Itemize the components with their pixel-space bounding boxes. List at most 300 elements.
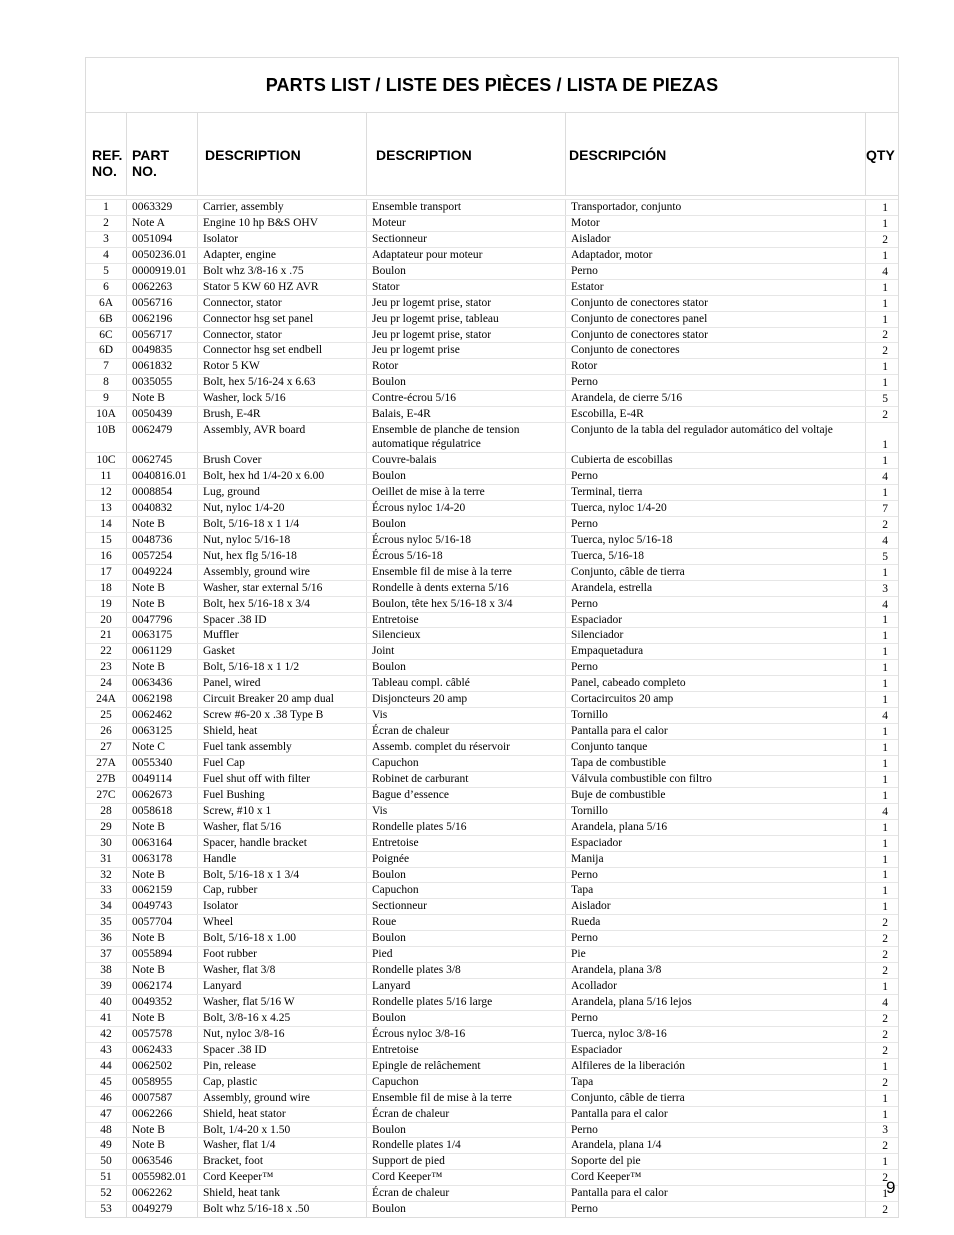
description-en-cell: Handle (198, 852, 367, 867)
description-es-cell: Rueda (566, 915, 866, 930)
description-es-cell: Tuerca, nyloc 3/8-16 (566, 1027, 866, 1042)
table-row (86, 247, 898, 263)
description-en-cell: Nut, hex flg 5/16-18 (198, 549, 367, 564)
qty-cell: 1 (882, 313, 888, 326)
description-en-cell: Bolt whz 5/16-18 x .50 (198, 1202, 367, 1217)
part-no-cell: Note B (127, 660, 198, 675)
description-fr-cell: Cord Keeper™ (367, 1170, 566, 1185)
part-no-cell: Note B (127, 1123, 198, 1138)
qty-cell: 1 (882, 646, 888, 659)
description-es-cell: Manija (566, 852, 866, 867)
part-no-cell: Note B (127, 597, 198, 612)
description-es-cell: Tapa (566, 883, 866, 898)
qty-cell: 1 (882, 678, 888, 691)
ref-cell: 5 (86, 264, 127, 279)
description-es-cell: Tapa de combustible (566, 756, 866, 771)
description-fr-cell: Entretoise (367, 613, 566, 628)
description-es-cell: Perno (566, 1123, 866, 1138)
table-row (86, 1090, 898, 1106)
description-fr-cell: Boulon (367, 1123, 566, 1138)
qty-cell: 1 (882, 789, 888, 802)
part-no-cell: 0007587 (127, 1091, 198, 1106)
ref-cell: 39 (86, 979, 127, 994)
description-en-cell: Washer, flat 1/4 (198, 1138, 367, 1153)
ref-cell: 3 (86, 232, 127, 247)
description-fr-cell: Support de pied (367, 1154, 566, 1169)
description-fr-cell: Vis (367, 804, 566, 819)
part-no-cell: 0047796 (127, 613, 198, 628)
ref-cell: 6B (86, 312, 127, 327)
description-es-cell: Conjunto de conectores (566, 343, 866, 358)
qty-cell: 1 (882, 1060, 888, 1073)
table-row (86, 263, 898, 279)
table-row (86, 659, 898, 675)
qty-cell: 1 (882, 694, 888, 707)
table-row (86, 1106, 898, 1122)
qty-cell: 3 (882, 582, 888, 595)
part-no-cell: 0035055 (127, 375, 198, 390)
description-es-cell: Arandela, plana 5/16 lejos (566, 995, 866, 1010)
table-row (86, 1201, 898, 1217)
header-description-en: DESCRIPTION (198, 113, 367, 195)
table-row (86, 422, 898, 452)
part-no-cell: 0063175 (127, 628, 198, 643)
ref-cell: 50 (86, 1154, 127, 1169)
description-en-cell: Washer, lock 5/16 (198, 391, 367, 406)
part-no-cell: 0062502 (127, 1059, 198, 1074)
table-row (86, 612, 898, 628)
description-es-cell: Conjunto tanque (566, 740, 866, 755)
table-row (86, 295, 898, 311)
ref-cell: 6 (86, 280, 127, 295)
description-fr-cell: Boulon (367, 375, 566, 390)
part-no-cell: Note B (127, 391, 198, 406)
description-fr-cell: Boulon (367, 517, 566, 532)
description-es-cell: Arandela, de cierre 5/16 (566, 391, 866, 406)
table-body (86, 199, 898, 1217)
description-en-cell: Lug, ground (198, 485, 367, 500)
table-row (86, 500, 898, 516)
qty-cell: 2 (882, 917, 888, 930)
part-no-cell: Note B (127, 931, 198, 946)
qty-cell: 1 (882, 981, 888, 993)
description-en-cell: Rotor 5 KW (198, 359, 367, 374)
description-es-cell: Tuerca, 5/16-18 (566, 549, 866, 564)
description-es-cell: Perno (566, 469, 866, 484)
ref-cell: 33 (86, 883, 127, 898)
ref-cell: 36 (86, 931, 127, 946)
ref-cell: 27A (86, 756, 127, 771)
description-es-cell: Panel, cabeado completo (566, 676, 866, 691)
description-en-cell: Carrier, assembly (198, 200, 367, 215)
description-en-cell: Isolator (198, 232, 367, 247)
ref-cell: 16 (86, 549, 127, 564)
table-row (86, 707, 898, 723)
qty-cell: 2 (882, 949, 888, 962)
qty-cell: 1 (882, 281, 888, 294)
header-ref-line2: NO. (92, 163, 117, 179)
qty-cell: 4 (882, 534, 888, 547)
page-title: PARTS LIST / LISTE DES PIÈCES / LISTA DE PIEZAS (265, 74, 719, 95)
description-en-cell: Spacer .38 ID (198, 1043, 367, 1058)
part-no-cell: 0049352 (127, 995, 198, 1010)
description-en-cell: Fuel Cap (198, 756, 367, 771)
qty-cell: 2 (882, 409, 888, 422)
description-en-cell: Washer, star external 5/16 (198, 581, 367, 596)
qty-cell: 2 (882, 1012, 888, 1025)
description-fr-cell: Contre-écrou 5/16 (367, 391, 566, 406)
description-en-cell: Shield, heat (198, 724, 367, 739)
ref-cell: 32 (86, 868, 127, 883)
description-fr-cell: Assemb. complet du réservoir (367, 740, 566, 755)
part-no-cell: Note C (127, 740, 198, 755)
qty-cell: 5 (882, 550, 888, 563)
ref-cell: 22 (86, 644, 127, 659)
description-en-cell: Washer, flat 5/16 W (198, 995, 367, 1010)
description-es-cell: Perno (566, 868, 866, 883)
description-en-cell: Connector hsg set endbell (198, 343, 367, 358)
description-fr-cell: Boulon (367, 469, 566, 484)
part-no-cell: 0000919.01 (127, 264, 198, 279)
part-no-cell: 0008854 (127, 485, 198, 500)
description-en-cell: Washer, flat 5/16 (198, 820, 367, 835)
table-row (86, 1169, 898, 1185)
part-no-cell: 0062673 (127, 788, 198, 803)
page-number: 9 (886, 1178, 896, 1197)
description-en-cell: Bracket, foot (198, 1154, 367, 1169)
qty-cell: 1 (882, 741, 888, 754)
qty-cell: 1 (882, 662, 888, 675)
part-no-cell: 0050236.01 (127, 248, 198, 263)
table-row (86, 755, 898, 771)
description-fr-cell: Capuchon (367, 756, 566, 771)
ref-cell: 49 (86, 1138, 127, 1153)
table-row (86, 390, 898, 406)
description-es-cell: Tuerca, nyloc 5/16-18 (566, 533, 866, 548)
description-en-cell: Circuit Breaker 20 amp dual (198, 692, 367, 707)
description-en-cell: Bolt, 1/4-20 x 1.50 (198, 1123, 367, 1138)
part-no-cell: Note B (127, 1138, 198, 1153)
qty-cell: 2 (882, 1076, 888, 1089)
part-no-cell: 0049835 (127, 343, 198, 358)
description-en-cell: Cap, rubber (198, 883, 367, 898)
qty-cell: 2 (882, 1172, 888, 1185)
ref-cell: 21 (86, 628, 127, 643)
ref-cell: 8 (86, 375, 127, 390)
ref-cell: 41 (86, 1011, 127, 1026)
description-en-cell: Adapter, engine (198, 248, 367, 263)
qty-cell: 2 (882, 518, 888, 531)
table-row (86, 452, 898, 468)
description-en-cell: Connector, stator (198, 328, 367, 343)
table-row (86, 787, 898, 803)
description-fr-cell: Sectionneur (367, 232, 566, 247)
description-es-cell: Pantalla para el calor (566, 1107, 866, 1122)
part-no-cell: 0061832 (127, 359, 198, 374)
qty-cell: 1 (882, 455, 888, 468)
description-en-cell: Shield, heat stator (198, 1107, 367, 1122)
description-fr-cell: Rondelle plates 1/4 (367, 1138, 566, 1153)
part-no-cell: 0063164 (127, 836, 198, 851)
description-fr-cell: Jeu pr logemt prise (367, 343, 566, 358)
description-es-cell: Perno (566, 597, 866, 612)
qty-cell: 3 (882, 1124, 888, 1137)
description-fr-cell: Écrous nyloc 1/4-20 (367, 501, 566, 516)
description-en-cell: Assembly, ground wire (198, 565, 367, 580)
part-no-cell: Note B (127, 517, 198, 532)
part-no-cell: 0040832 (127, 501, 198, 516)
description-en-cell: Pin, release (198, 1059, 367, 1074)
description-fr-cell: Rondelle plates 5/16 large (367, 995, 566, 1010)
description-fr-cell: Entretoise (367, 836, 566, 851)
ref-cell: 24 (86, 676, 127, 691)
header-part-no (127, 113, 198, 195)
table-row (86, 946, 898, 962)
description-en-cell: Assembly, ground wire (198, 1091, 367, 1106)
part-no-cell: 0049743 (127, 899, 198, 914)
description-fr-cell: Boulon (367, 931, 566, 946)
description-fr-cell: Epingle de relâchement (367, 1059, 566, 1074)
description-en-cell: Muffler (198, 628, 367, 643)
table-row (86, 199, 898, 215)
description-fr-cell: Rotor (367, 359, 566, 374)
description-en-cell: Nut, nyloc 5/16-18 (198, 533, 367, 548)
description-es-cell: Espaciador (566, 1043, 866, 1058)
description-fr-cell: Écrous 5/16-18 (367, 549, 566, 564)
description-fr-cell: Silencieux (367, 628, 566, 643)
description-es-cell: Perno (566, 517, 866, 532)
description-es-cell: Arandela, plana 1/4 (566, 1138, 866, 1153)
description-en-cell: Isolator (198, 899, 367, 914)
description-en-cell: Spacer .38 ID (198, 613, 367, 628)
table-row (86, 1122, 898, 1138)
description-es-cell: Perno (566, 931, 866, 946)
description-en-cell: Engine 10 hp B&S OHV (198, 216, 367, 231)
ref-cell: 23 (86, 660, 127, 675)
description-fr-cell: Disjoncteurs 20 amp (367, 692, 566, 707)
part-no-cell: 0049279 (127, 1202, 198, 1217)
ref-cell: 35 (86, 915, 127, 930)
ref-cell: 46 (86, 1091, 127, 1106)
ref-cell: 24A (86, 692, 127, 707)
description-es-cell: Estator (566, 280, 866, 295)
ref-cell: 44 (86, 1059, 127, 1074)
description-es-cell: Pantalla para el calor (566, 1186, 866, 1201)
ref-cell: 10A (86, 407, 127, 422)
part-no-cell: Note B (127, 820, 198, 835)
table-row (86, 962, 898, 978)
ref-cell: 9 (86, 391, 127, 406)
ref-cell: 13 (86, 501, 127, 516)
description-en-cell: Foot rubber (198, 947, 367, 962)
table-row (86, 739, 898, 755)
header-row (86, 113, 898, 196)
table-row (86, 311, 898, 327)
part-no-cell: 0063125 (127, 724, 198, 739)
description-fr-cell: Oeillet de mise à la terre (367, 485, 566, 500)
ref-cell: 15 (86, 533, 127, 548)
ref-cell: 19 (86, 597, 127, 612)
description-en-cell: Bolt, hex 5/16-18 x 3/4 (198, 597, 367, 612)
table-row (86, 327, 898, 343)
part-no-cell: 0063546 (127, 1154, 198, 1169)
qty-cell: 7 (882, 502, 888, 515)
description-es-cell: Buje de combustible (566, 788, 866, 803)
description-fr-cell: Écran de chaleur (367, 1186, 566, 1201)
table-row (86, 1026, 898, 1042)
part-no-cell: 0062159 (127, 883, 198, 898)
table-row (86, 484, 898, 500)
ref-cell: 1 (86, 200, 127, 215)
description-es-cell: Tornillo (566, 804, 866, 819)
table-row (86, 723, 898, 739)
description-fr-cell: Boulon (367, 1011, 566, 1026)
description-fr-cell: Rondelle plates 5/16 (367, 820, 566, 835)
description-en-cell: Lanyard (198, 979, 367, 994)
ref-cell: 6A (86, 296, 127, 311)
description-en-cell: Fuel tank assembly (198, 740, 367, 755)
description-en-cell: Bolt, 5/16-18 x 1.00 (198, 931, 367, 946)
description-fr-cell: Adaptateur pour moteur (367, 248, 566, 263)
description-es-cell: Rotor (566, 359, 866, 374)
description-fr-cell: Stator (367, 280, 566, 295)
ref-cell: 27C (86, 788, 127, 803)
ref-cell: 14 (86, 517, 127, 532)
ref-cell: 7 (86, 359, 127, 374)
qty-cell: 4 (882, 805, 888, 818)
description-es-cell: Perno (566, 660, 866, 675)
table-row (86, 532, 898, 548)
description-es-cell: Pie (566, 947, 866, 962)
description-en-cell: Stator 5 KW 60 HZ AVR (198, 280, 367, 295)
description-fr-cell: Bague d’essence (367, 788, 566, 803)
table-row (86, 867, 898, 883)
description-fr-cell: Balais, E-4R (367, 407, 566, 422)
table-row (86, 675, 898, 691)
description-es-cell: Cortacircuitos 20 amp (566, 692, 866, 707)
description-es-cell: Arandela, plana 5/16 (566, 820, 866, 835)
description-fr-cell: Ensemble fil de mise à la terre (367, 1091, 566, 1106)
qty-cell: 4 (882, 598, 888, 611)
description-fr-cell: Écrous nyloc 3/8-16 (367, 1027, 566, 1042)
description-fr-cell: Boulon (367, 264, 566, 279)
table-row (86, 564, 898, 580)
qty-cell: 1 (882, 837, 888, 850)
description-es-cell: Conjunto de conectores stator (566, 296, 866, 311)
qty-cell: 2 (882, 345, 888, 358)
part-no-cell: 0057704 (127, 915, 198, 930)
description-es-cell: Arandela, plana 3/8 (566, 963, 866, 978)
description-fr-cell: Boulon (367, 868, 566, 883)
qty-cell: 1 (882, 249, 888, 262)
description-fr-cell: Tableau compl. câblé (367, 676, 566, 691)
part-no-cell: 0057578 (127, 1027, 198, 1042)
description-es-cell: Transportador, conjunto (566, 200, 866, 215)
table-row (86, 627, 898, 643)
table-row (86, 914, 898, 930)
part-no-cell: 0056716 (127, 296, 198, 311)
qty-cell: 1 (882, 297, 888, 310)
description-fr-cell: Écran de chaleur (367, 1107, 566, 1122)
qty-cell: 1 (882, 1188, 888, 1201)
qty-cell: 1 (882, 377, 888, 390)
description-es-cell: Perno (566, 264, 866, 279)
qty-cell: 1 (882, 217, 888, 230)
description-fr-cell: Boulon, tête hex 5/16-18 x 3/4 (367, 597, 566, 612)
description-es-cell: Aislador (566, 232, 866, 247)
table-row (86, 374, 898, 390)
part-no-cell: Note B (127, 1011, 198, 1026)
description-fr-cell: Sectionneur (367, 899, 566, 914)
description-fr-cell: Boulon (367, 660, 566, 675)
part-no-cell: 0062433 (127, 1043, 198, 1058)
header-qty: QTY (866, 147, 895, 163)
description-fr-cell: Écran de chaleur (367, 724, 566, 739)
part-no-cell: 0056717 (127, 328, 198, 343)
ref-cell: 43 (86, 1043, 127, 1058)
description-fr-cell: Rondelle plates 3/8 (367, 963, 566, 978)
qty-cell: 2 (882, 1204, 888, 1217)
part-no-cell: 0057254 (127, 549, 198, 564)
header-ref-no (86, 113, 127, 195)
header-description-es: DESCRIPCIÓN (566, 113, 866, 195)
ref-cell: 52 (86, 1186, 127, 1201)
description-en-cell: Fuel shut off with filter (198, 772, 367, 787)
ref-cell: 27B (86, 772, 127, 787)
part-no-cell: 0063329 (127, 200, 198, 215)
part-no-cell: 0062263 (127, 280, 198, 295)
description-es-cell: Cord Keeper™ (566, 1170, 866, 1185)
qty-cell: 1 (882, 773, 888, 786)
qty-cell: 1 (882, 1156, 888, 1169)
part-no-cell: 0062266 (127, 1107, 198, 1122)
description-en-cell: Shield, heat tank (198, 1186, 367, 1201)
part-no-cell: 0062196 (127, 312, 198, 327)
part-no-cell: 0055982.01 (127, 1170, 198, 1185)
description-fr-cell: Roue (367, 915, 566, 930)
description-en-cell: Fuel Bushing (198, 788, 367, 803)
qty-cell: 2 (882, 1140, 888, 1153)
table-row (86, 994, 898, 1010)
description-fr-cell: Entretoise (367, 1043, 566, 1058)
parts-list-table (85, 57, 899, 1218)
table-row (86, 803, 898, 819)
ref-cell: 47 (86, 1107, 127, 1122)
description-en-cell: Bolt, 5/16-18 x 1 1/4 (198, 517, 367, 532)
ref-cell: 18 (86, 581, 127, 596)
part-no-cell: 0049114 (127, 772, 198, 787)
ref-cell: 38 (86, 963, 127, 978)
qty-cell: 1 (882, 486, 888, 499)
description-es-cell: Aislador (566, 899, 866, 914)
description-es-cell: Cubierta de escobillas (566, 453, 866, 468)
ref-cell: 11 (86, 469, 127, 484)
table-row (86, 978, 898, 994)
header-ref-line1: REF. (92, 147, 123, 163)
description-es-cell: Tuerca, nyloc 1/4-20 (566, 501, 866, 516)
qty-cell: 1 (882, 614, 888, 627)
description-es-cell: Válvula combustible con filtro (566, 772, 866, 787)
description-fr-cell: Capuchon (367, 1075, 566, 1090)
table-row (86, 406, 898, 422)
description-en-cell: Bolt, 5/16-18 x 1 1/2 (198, 660, 367, 675)
part-no-cell: Note B (127, 868, 198, 883)
part-no-cell: 0048736 (127, 533, 198, 548)
description-es-cell: Pantalla para el calor (566, 724, 866, 739)
description-en-cell: Assembly, AVR board (198, 423, 367, 452)
table-row (86, 771, 898, 787)
description-es-cell: Tapa (566, 1075, 866, 1090)
